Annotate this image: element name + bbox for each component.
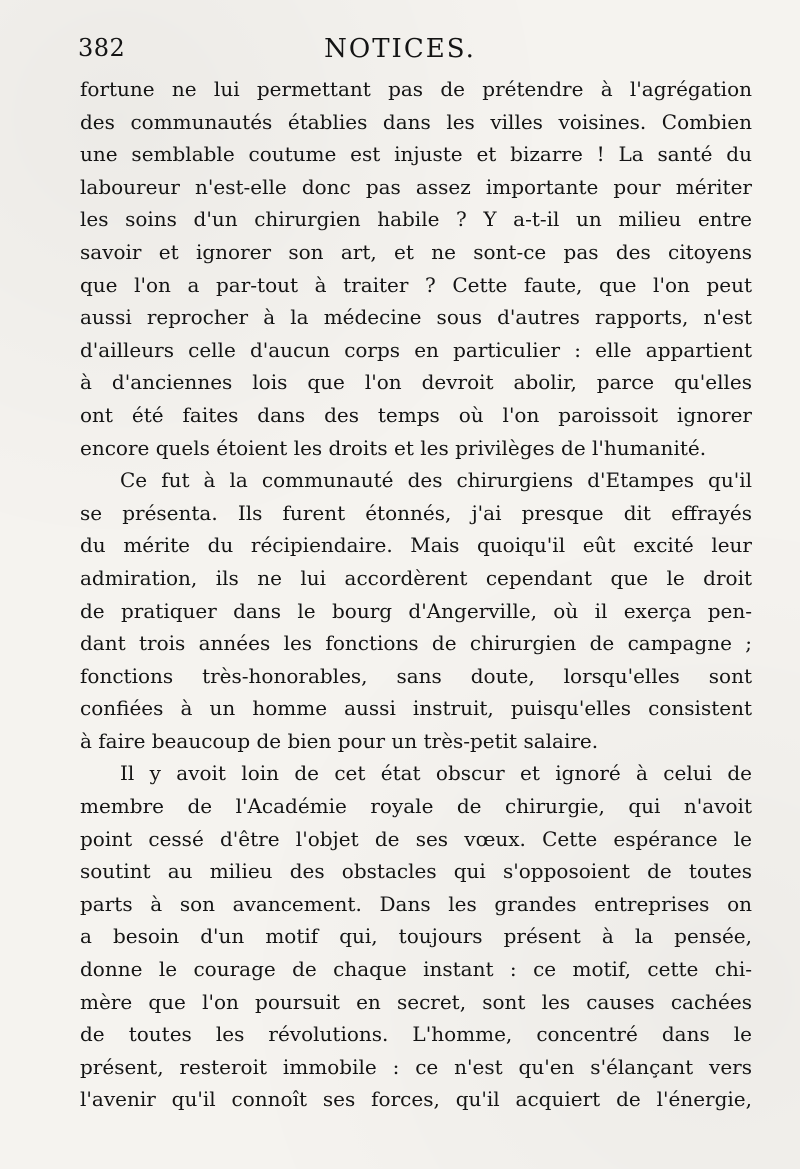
text-line-32: l'avenir qu'il connoît ses forces, qu'il acquiert de l'énergie,: [80, 1087, 752, 1112]
text-line-2: des communautés établies dans les villes voisines. Combien: [80, 109, 752, 134]
text-line-30: de toutes les révolutions. L'homme, concentré dans le: [80, 1022, 752, 1047]
text-line-7: que l'on a par-tout à traiter ? Cette faute, que l'on peut: [80, 272, 752, 297]
text-line-25: soutint au milieu des obstacles qui s'opposoient de toutes: [80, 859, 752, 884]
text-line-6: savoir et ignorer son art, et ne sont-ce pas des citoyens: [80, 239, 752, 264]
text-line-22: Il y avoit loin de cet état obscur et ignoré à celui de: [120, 761, 752, 786]
text-line-21: à faire beaucoup de bien pour un très-petit salaire.: [80, 728, 599, 753]
text-line-12: encore quels étoient les droits et les privilèges de l'humanité.: [80, 435, 707, 460]
page-header: [78, 34, 722, 70]
text-line-19: fonctions très-honorables, sans doute, lorsqu'elles sont: [80, 663, 752, 688]
text-line-27: a besoin d'un motif qui, toujours présent à la pensée,: [80, 924, 752, 949]
text-line-28: donne le courage de chaque instant : ce motif, cette chi-: [80, 957, 752, 982]
text-line-23: membre de l'Académie royale de chirurgie, qui n'avoit: [80, 794, 752, 819]
text-line-17: de pratiquer dans le bourg d'Angerville, où il exerça pen-: [80, 598, 752, 623]
text-line-16: admiration, ils ne lui accordèrent cependant que le droit: [80, 565, 752, 590]
running-head: NOTICES.: [324, 34, 476, 64]
text-line-8: aussi reprocher à la médecine sous d'autres rapports, n'est: [80, 305, 752, 330]
text-line-3: une semblable coutume est injuste et bizarre ! La santé du: [80, 142, 752, 167]
text-line-9: d'ailleurs celle d'aucun corps en particulier : elle appartient: [80, 337, 752, 362]
text-line-24: point cessé d'être l'objet de ses vœux. Cette espérance le: [80, 826, 752, 851]
text-line-20: confiées à un homme aussi instruit, puisqu'elles consistent: [80, 696, 752, 721]
text-line-1: fortune ne lui permettant pas de prétendre à l'agrégation: [80, 77, 752, 101]
text-line-5: les soins d'un chirurgien habile ? Y a-t-il un milieu entre: [80, 207, 752, 232]
text-line-4: laboureur n'est-elle donc pas assez importante pour mériter: [80, 174, 752, 199]
text-line-31: présent, resteroit immobile : ce n'est qu'en s'élançant vers: [80, 1054, 752, 1079]
body-text: [80, 73, 752, 1116]
text-line-29: mère que l'on poursuit en secret, sont les causes cachées: [80, 989, 752, 1014]
text-line-18: dant trois années les fonctions de chirurgien de campagne ;: [80, 631, 752, 656]
text-line-13: Ce fut à la communauté des chirurgiens d'Etampes qu'il: [120, 468, 752, 493]
text-line-14: se présenta. Ils furent étonnés, j'ai presque dit effrayés: [80, 500, 752, 525]
text-line-10: à d'anciennes lois que l'on devroit abolir, parce qu'elles: [80, 370, 752, 395]
page-number: 382: [78, 34, 126, 62]
text-line-11: ont été faites dans des temps où l'on paroissoit ignorer: [80, 402, 752, 427]
text-line-26: parts à son avancement. Dans les grandes entreprises on: [80, 891, 752, 916]
text-line-15: du mérite du récipiendaire. Mais quoiqu'il eût excité leur: [80, 533, 752, 558]
